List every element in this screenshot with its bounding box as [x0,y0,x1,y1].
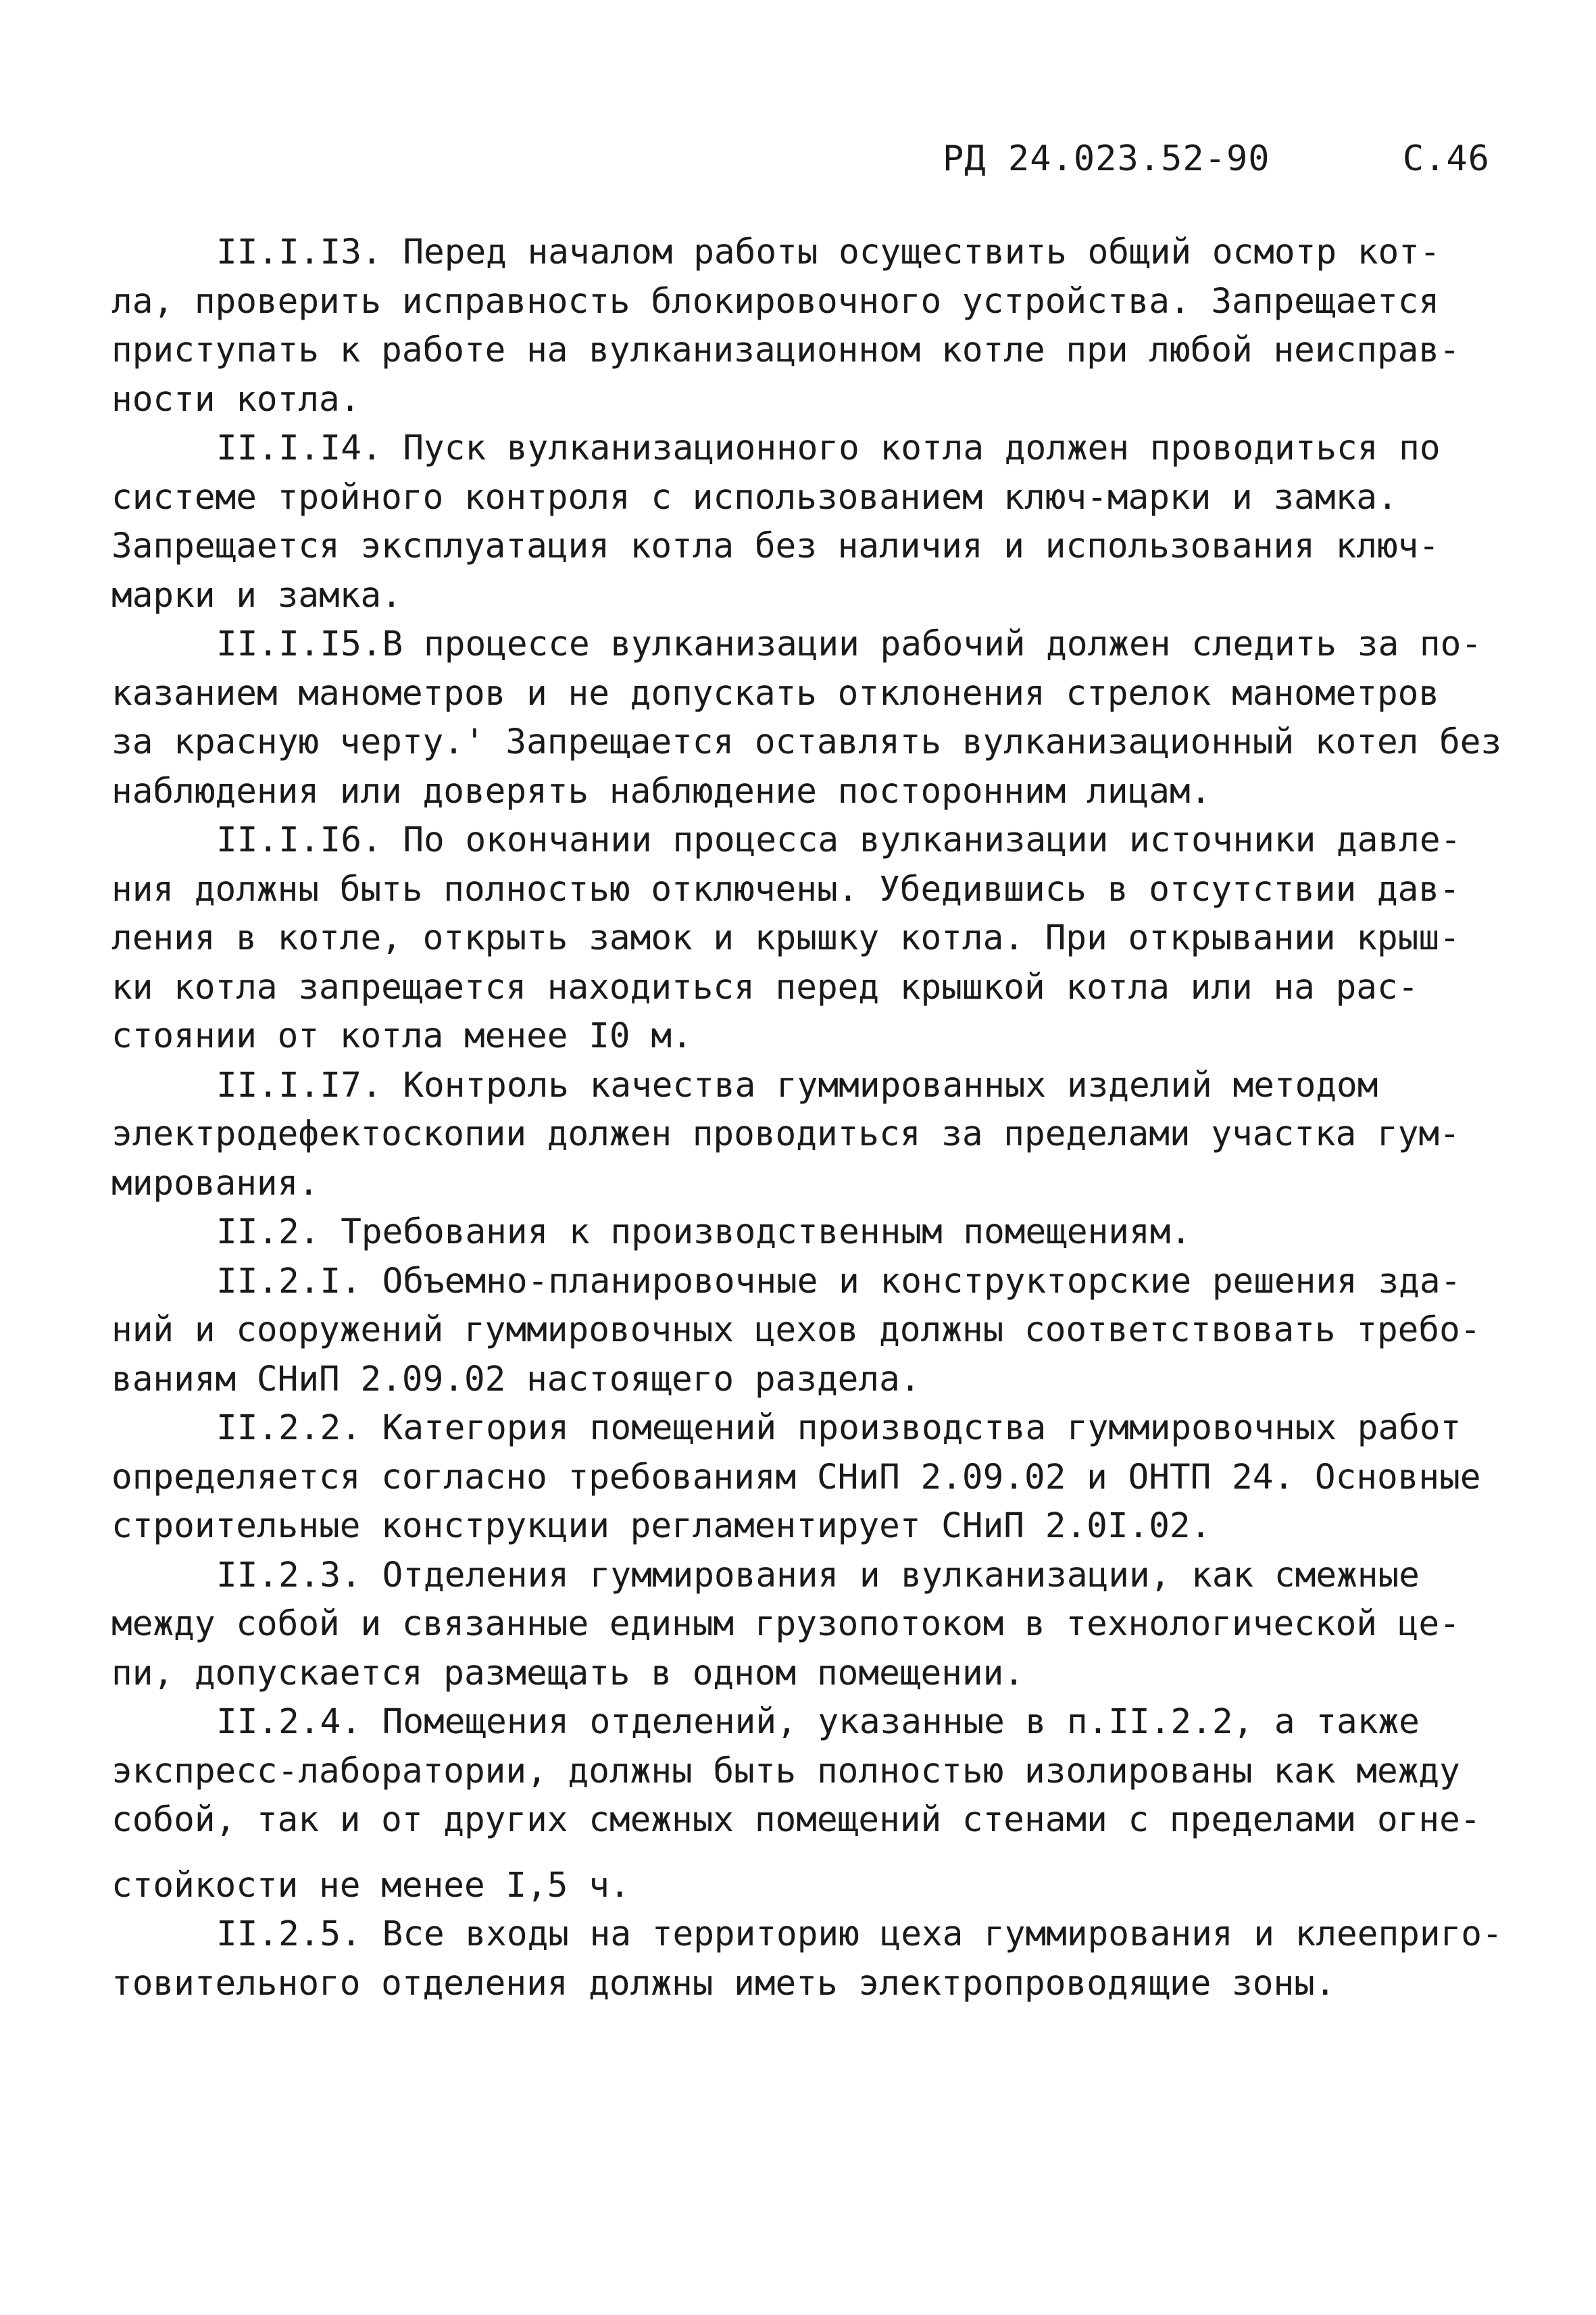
text-line: ности котла. [111,379,361,420]
text-line: пи, допускается размещать в одном помещении. [111,1653,1025,1693]
text-line: приступать к работе на вулканизационном котле при любой неисправ- [111,330,1460,370]
text-line: II.2.I. Объемно-планировочные и конструкторские решения зда- [216,1261,1462,1301]
text-line: II.2.4. Помещения отделений, указанные в п.II.2.2, а также [216,1702,1420,1742]
text-line: мирования. [111,1163,320,1203]
text-line: строительные конструкции регламентирует СНиП 2.0I.02. [111,1506,1212,1546]
text-line: II.2.3. Отделения гуммирования и вулканизации, как смежные [216,1555,1420,1595]
text-line: II.2.2. Категория помещений производства гуммировочных работ [216,1408,1462,1448]
text-line: между собой и связанные единым грузопотоком в технологической це- [111,1604,1460,1644]
text-line: казанием манометров и не допускать отклонения стрелок манометров [111,673,1440,714]
text-line: II.I.I5.В процессе вулканизации рабочий должен следить за по- [216,624,1482,664]
text-line: электродефектоскопии должен проводиться за пределами участка гум- [111,1114,1460,1154]
page-number: С.46 [1402,139,1490,179]
text-line: II.I.I3. Перед началом работы осуществить общий осмотр кот- [216,232,1441,272]
text-line: ки котла запрещается находиться перед крышкой котла или на рас- [111,967,1419,1007]
text-line: II.2. Требования к производственным помещениям. [216,1212,1192,1252]
text-line: II.2.5. Все входы на территорию цеха гуммирования и клееприго- [216,1914,1503,1954]
text-line: ний и сооружений гуммировочных цехов должны соответствовать требо- [111,1310,1481,1350]
page-header [943,139,1490,179]
text-line: за красную черту.' Запрещается оставлять вулканизационный котел без [111,722,1502,762]
text-line: определяется согласно требованиям СНиП 2.09.02 и ОНТП 24. Основные [111,1457,1481,1497]
text-line: ла, проверить исправность блокировочного устройства. Запрещается [111,281,1440,322]
text-line: марки и замка. [111,575,402,616]
document-body [111,228,1514,2008]
text-line: системе тройного контроля с использованием ключ-марки и замка. [111,477,1398,518]
text-line: стоянии от котла менее I0 м. [111,1016,693,1056]
text-line: ния должны быть полностью отключены. Убедившись в отсутствии дав- [111,869,1460,910]
text-line: Запрещается эксплуатация котла без наличия и использования ключ- [111,526,1440,566]
text-line: собой, так и от других смежных помещений стенами с пределами огне- [111,1800,1481,1840]
text-line: наблюдения или доверять наблюдение посторонним лицам. [111,771,1212,812]
text-line: II.I.I4. Пуск вулканизационного котла должен проводиться по [216,428,1441,468]
text-line: товительного отделения должны иметь электропроводящие зоны. [111,1963,1336,2003]
text-line: II.I.I6. По окончании процесса вулканизации источники давле- [216,820,1462,860]
text-line: ления в котле, открыть замок и крышку котла. При открывании крыш- [111,918,1460,958]
text-line: II.I.I7. Контроль качества гуммированных изделий методом [216,1065,1378,1105]
document-code: РД 24.023.52-90 [943,139,1270,179]
text-line: стойкости не менее I,5 ч. [111,1865,630,1906]
text-line: экспресс-лаборатории, должны быть полностью изолированы как между [111,1751,1460,1791]
text-line: ваниям СНиП 2.09.02 настоящего раздела. [111,1359,921,1399]
